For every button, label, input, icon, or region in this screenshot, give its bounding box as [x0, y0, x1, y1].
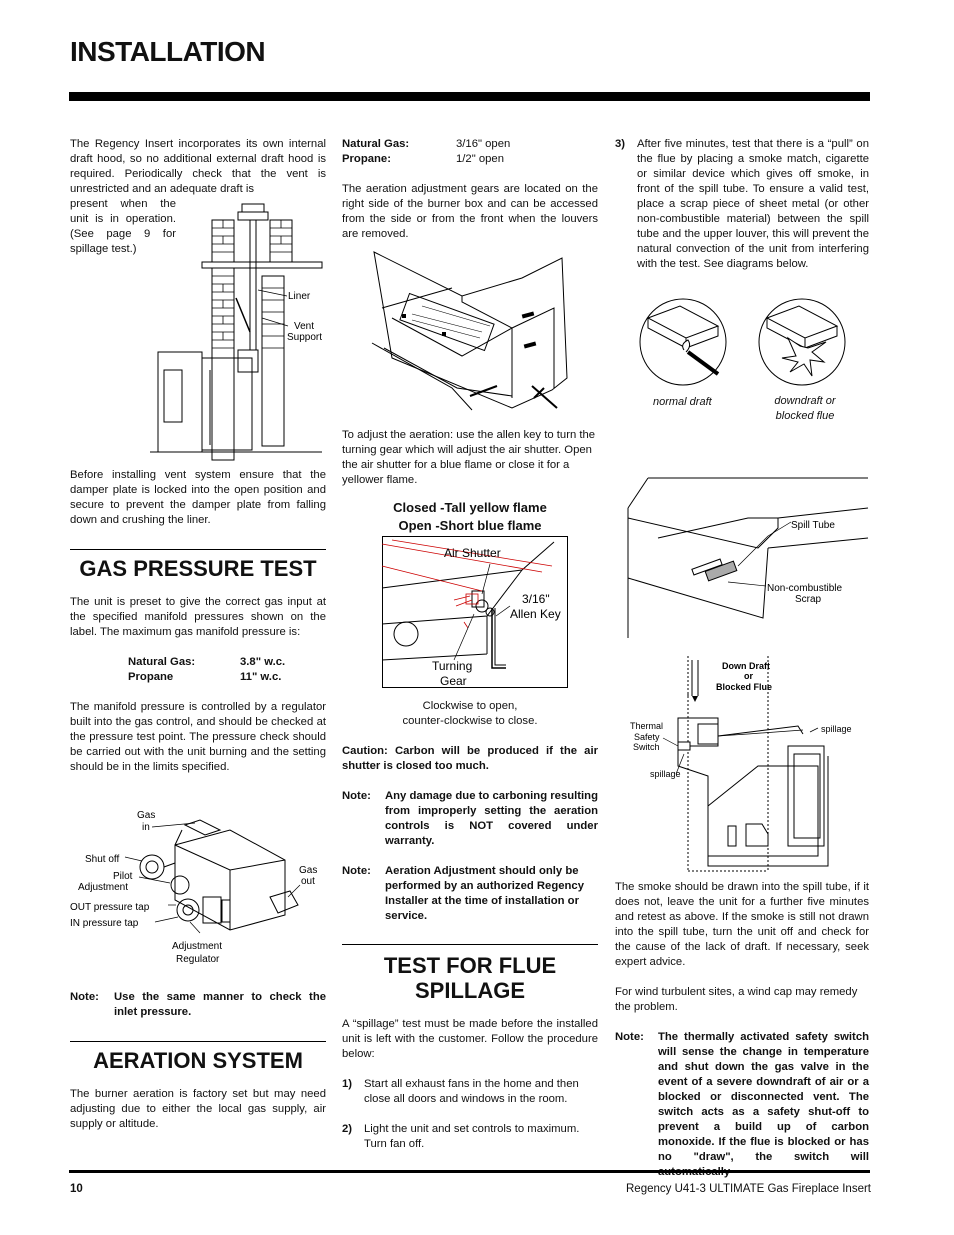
spill-tube-label: Spill Tube — [791, 520, 835, 531]
thermal-switch-label-3: Switch — [633, 742, 660, 752]
spill-tube-figure — [628, 478, 868, 638]
vent-support-label-2: Support — [287, 332, 323, 343]
downdraft-title-1: Down Draft — [722, 661, 770, 671]
wind-cap-paragraph: For wind turbulent sites, a wind cap may remedy the problem. — [615, 986, 858, 1013]
flue-spillage-paragraph: A “spillage” test must be made before the installed unit is left with the customer. Follow the procedure below: — [342, 1018, 598, 1060]
footer-rule — [69, 1170, 870, 1173]
downdraft-caption-1: downdraft or — [774, 395, 836, 407]
gas-out-label-1: Gas — [299, 865, 318, 876]
flame-open-label: Open -Short blue flame — [398, 518, 542, 533]
flue-spillage-rule — [342, 944, 598, 945]
turning-gear-label-1: Turning — [432, 659, 473, 673]
pilot-adjustment-label: Adjustment — [78, 882, 129, 893]
downdraft-caption-2: blocked flue — [775, 410, 835, 422]
caution-text: Caution: Carbon will be produced if the air shutter is closed too much. — [342, 745, 598, 772]
shut-off-label: Shut off — [85, 854, 120, 865]
smoke-test-figure — [640, 298, 840, 393]
intro-paragraph-wrap: present when the unit is in operation. (See page 9 for spillage test.) — [70, 198, 176, 255]
in-pressure-tap-label: IN pressure tap — [70, 918, 139, 929]
thermal-switch-label-2: Safety — [634, 732, 660, 742]
air-shutter-figure — [382, 536, 568, 688]
pressure-spec-table — [128, 655, 318, 685]
aeration-heading: AERATION SYSTEM — [93, 1048, 303, 1073]
step-2: 2) Light the unit and set controls to maximum. Turn fan off. — [342, 1123, 580, 1150]
gas-in-label-1: Gas — [137, 810, 156, 821]
opening-spec-row: Natural Gas: 3/16" open — [342, 138, 511, 150]
aeration-paragraph: The burner aeration is factory set but may need adjusting due to either the local gas supply, air supply or altitude. — [70, 1088, 326, 1130]
spillage-label-left: spillage — [650, 769, 681, 779]
normal-draft-caption: normal draft — [653, 396, 712, 408]
clockwise-caption-2: counter-clockwise to close. — [402, 715, 538, 727]
step-1: 1) Start all exhaust fans in the home and then close all doors and windows in the room. — [342, 1078, 579, 1105]
vent-liner-figure — [150, 200, 330, 455]
gears-paragraph: The aeration adjustment gears are located on the right side of the burner box and can be accessed from the side or from the front when the louvers are removed. — [342, 183, 598, 240]
gas-pressure-paragraph: The unit is preset to give the correct gas input at the specified manifold pressures shown on the label. The maximum gas manifold pressure is: — [70, 596, 326, 638]
step-3: 3) After five minutes, test that there is a “pull” on the flue by placing a smoke match, cigarette or similar device which gives off smoke, in front of the spill tube. To ensure a valid test, place a scrap piece of sheet metal (or other non-combustible material) between the spill tube and the upper louver, this will prevent the natural convection of the unit from interfering with the test. See diagrams below. — [615, 138, 869, 270]
adjustment-regulator-label-2: Regulator — [176, 954, 220, 965]
liner-label: Liner — [288, 291, 311, 302]
downdraft-title-3: Blocked Flue — [716, 682, 773, 692]
downdraft-title-2: or — [744, 671, 753, 681]
footer-product-name: Regency U41-3 ULTIMATE Gas Fireplace Insert — [626, 1183, 871, 1195]
opening-spec-table — [342, 137, 598, 167]
allen-key-label-2: Allen Key — [510, 607, 561, 621]
aeration-rule — [70, 1041, 326, 1042]
allen-key-label-1: 3/16" — [522, 592, 550, 606]
pressure-spec-row: Propane 11" w.c. — [128, 671, 282, 683]
vent-support-label-1: Vent — [294, 321, 315, 332]
gas-valve-figure — [70, 805, 330, 970]
thermal-switch-label-1: Thermal — [630, 721, 664, 731]
installer-note: Note: Aeration Adjustment should only be performed by an authorized Regency Installer at the time of installation or service. — [342, 865, 584, 922]
page-title: INSTALLATION — [70, 36, 266, 67]
flue-spillage-heading-2: SPILLAGE — [414, 978, 525, 1003]
scrap-label-1: Non-combustible — [767, 583, 843, 594]
scrap-label-2: Scrap — [795, 594, 822, 605]
gas-out-label-2: out — [301, 876, 315, 887]
inlet-pressure-note: Note: Use the same manner to check the inlet pressure. — [70, 991, 326, 1018]
flue-spillage-heading-1: TEST FOR FLUE — [383, 953, 557, 978]
downdraft-figure — [628, 656, 868, 871]
warranty-note: Note: Any damage due to carboning resulting from improperly setting the aeration controls is NOT covered under warranty. — [342, 790, 598, 847]
pressure-spec-row: Natural Gas: 3.8" w.c. — [128, 656, 286, 668]
gas-in-label-2: in — [142, 822, 150, 833]
gas-pressure-rule — [70, 549, 326, 550]
spillage-label-right: spillage — [821, 724, 852, 734]
air-shutter-label: Air Shutter — [444, 546, 501, 560]
page-number: 10 — [70, 1183, 83, 1195]
burner-box-figure — [362, 248, 574, 413]
out-pressure-tap-label: OUT pressure tap — [70, 902, 150, 913]
flame-closed-label: Closed -Tall yellow flame — [393, 500, 547, 515]
regulator-paragraph: The manifold pressure is controlled by a regulator built into the gas control, and should be checked at the pressure test point. The pressure check should be carried out with the unit burning and the setting should be in the limits specified. — [70, 701, 326, 773]
opening-spec-row: Propane: 1/2" open — [342, 153, 504, 165]
damper-paragraph: Before installing vent system ensure that the damper plate is locked into the open position and secure to prevent the damper plate from falling down and crushing the liner. — [70, 469, 326, 526]
adjust-paragraph: To adjust the aeration: use the allen key to turn the turning gear which will adjust the air shutter. Open the air shutter for a blue flame or close it for a yellower flame. — [342, 429, 596, 486]
clockwise-caption-1: Clockwise to open, — [422, 700, 518, 712]
pilot-label: Pilot — [113, 871, 133, 882]
gas-pressure-heading: GAS PRESSURE TEST — [79, 556, 317, 581]
intro-paragraph: The Regency Insert incorporates its own internal draft hood, so no additional external draft hood is required. Periodically check that the vent is unrestricted and an adequate draft is — [70, 138, 326, 195]
adjustment-regulator-label-1: Adjustment — [172, 941, 223, 952]
smoke-paragraph: The smoke should be drawn into the spill tube, if it does not, leave the unit for a further five minutes and retest as above. If the smoke is still not drawn into the spill tube, turn the unit off and check for the cause of the lack of draft. If necessary, seek expert advice. — [615, 881, 869, 968]
header-rule — [69, 92, 870, 101]
turning-gear-label-2: Gear — [440, 674, 467, 688]
safety-switch-note: Note: The thermally activated safety switch will sense the change in temperature and shut down the gas valve in the event of a severe downdraft of air or a blocked or disconnected vent. The switch acts as a safety shut-off to prevent a build up of carbon monoxide. If the flue is blocked or has no "draw", the switch will — [615, 1031, 869, 1163]
